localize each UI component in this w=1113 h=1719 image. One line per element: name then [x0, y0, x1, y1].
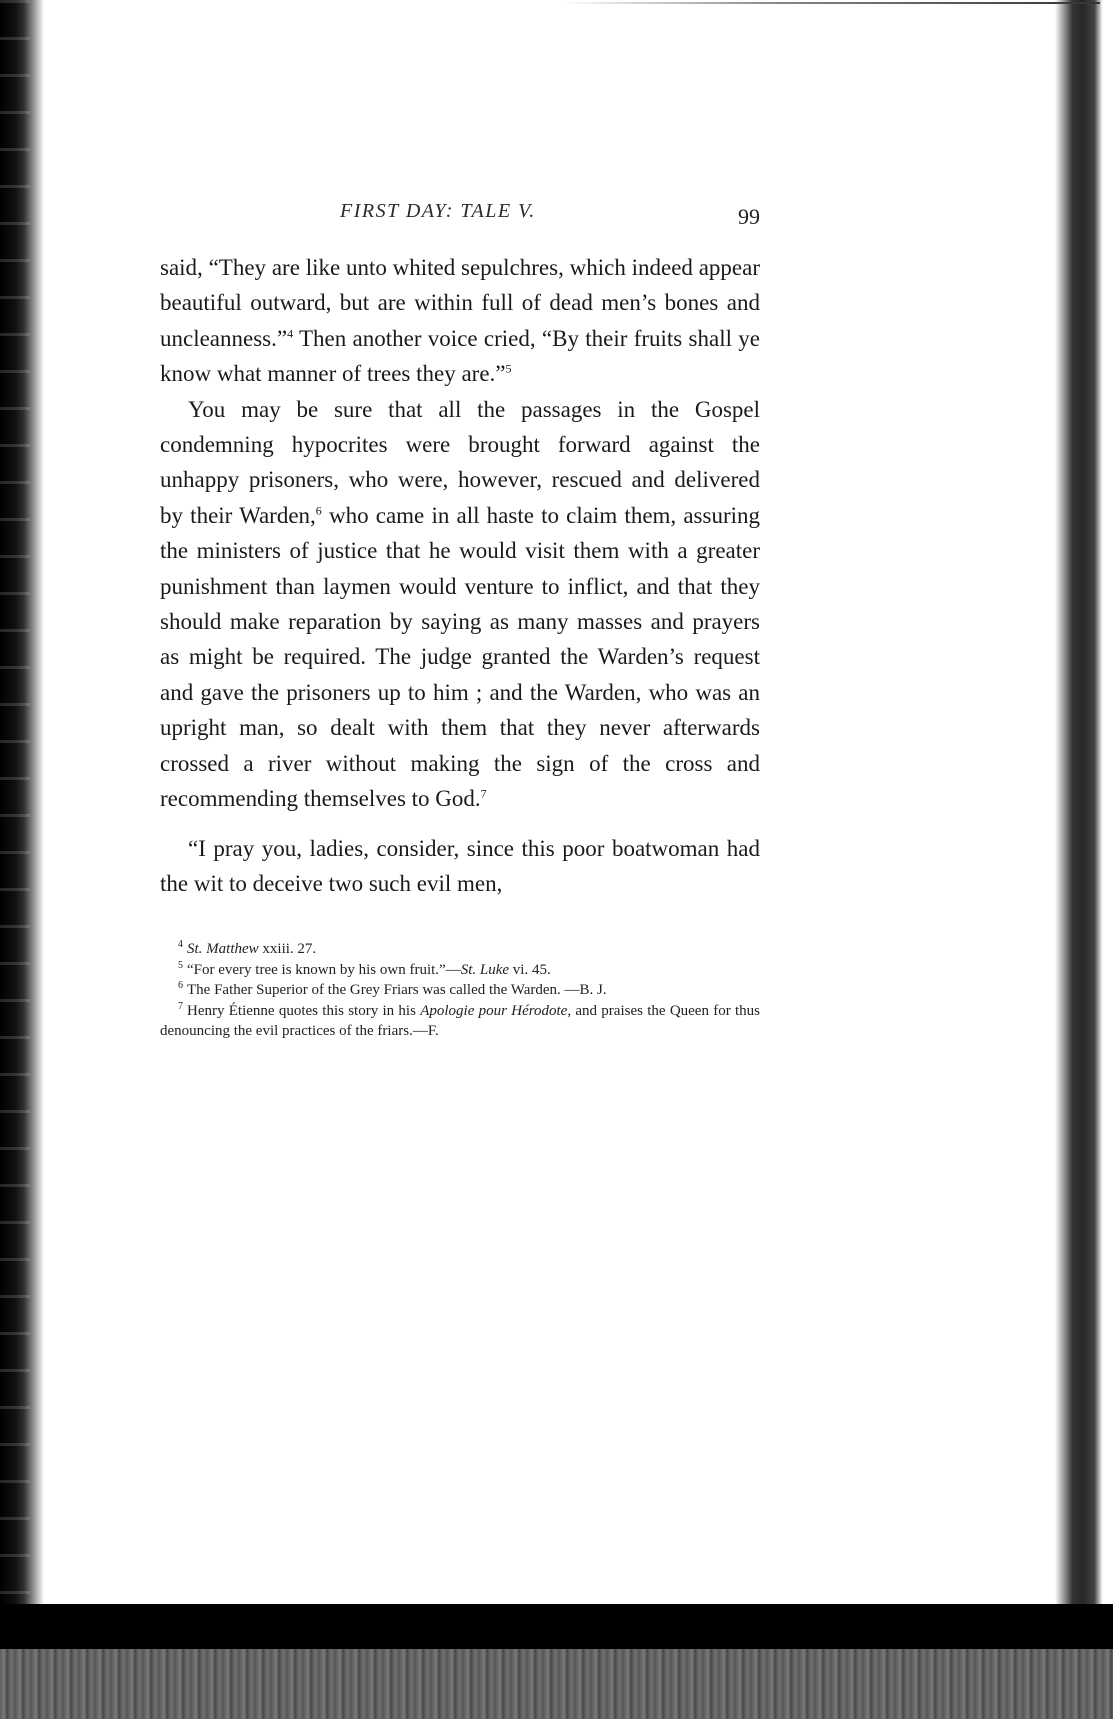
scan-bottom-texture [0, 1649, 1113, 1719]
page-header [160, 200, 760, 250]
book-page [160, 200, 760, 1042]
scan-right-edge [1055, 0, 1113, 1620]
footnote-text-2: vi. 45. [509, 961, 551, 978]
paragraph-1-text: said, “They are like unto whited sepulchres, which indeed appear beautiful outward, but are within full of dead men’s bones and uncleanness.” [160, 255, 760, 351]
footnote-text: The Father Superior of the Grey Friars was called the Warden. —B. J. [187, 982, 607, 999]
body-text [160, 250, 760, 901]
paragraph-2-text-2: who came in all haste to claim them, assuring the ministers of justice that he would visit them with a greater punishment than laymen would venture to inflict, and that they should make reparation by saying as many masses and prayers as might be required. The judge granted the Warden’s request and gave the prisoners up to him ; and the Warden, who was an upright man, so dealt with them that they never afterwards crossed a river without making the sign of the cross and recommending themselves to God. [160, 502, 761, 812]
footnote-text: Henry Étienne quotes this story in his [187, 1002, 421, 1019]
running-head: FIRST DAY: TALE V. [340, 200, 536, 222]
footnote-4 [160, 939, 760, 960]
footnote-text-2: and praises the Queen for thus denouncing the evil practices of the friars.—F. [160, 1002, 760, 1040]
footnote-italic: St. Luke [460, 961, 510, 978]
footnote-ref-7: 7 [480, 786, 487, 801]
footnote-number: 6 [178, 980, 183, 992]
footnote-6 [160, 980, 760, 1001]
paragraph-2 [160, 392, 760, 817]
footnote-italic: Apologie pour Hérodote, [420, 1002, 572, 1019]
footnote-ref-5: 5 [505, 361, 512, 376]
footnotes [160, 939, 760, 1042]
footnote-number: 5 [178, 959, 183, 971]
footnote-ref-6: 6 [315, 503, 322, 518]
footnote-number: 4 [178, 939, 183, 951]
page-number: 99 [738, 204, 760, 229]
paragraph-1-text-2: Then another voice cried, “By their fruits shall ye know what manner of trees they are.” [160, 325, 760, 387]
paragraph-3-text: “I pray you, ladies, consider, since this poor boatwoman had the wit to deceive two such evil men, [160, 835, 760, 896]
scan-top-edge [560, 2, 1100, 4]
paragraph-1 [160, 250, 760, 392]
footnote-7 [160, 1001, 760, 1042]
footnote-text: xxiii. 27. [258, 941, 317, 958]
paragraph-2-text: You may be sure that all the passages in the Gospel condemning hypocrites were brought forward against the unhappy prisoners, who were, however, rescued and delivered by their Warden, [160, 396, 760, 528]
footnote-ref-4: 4 [287, 326, 294, 341]
footnote-text: “For every tree is known by his own fruit.”— [187, 961, 461, 978]
footnote-italic: St. Matthew [187, 941, 259, 958]
scan-left-binding [0, 0, 30, 1620]
footnote-5 [160, 960, 760, 981]
footnote-number: 7 [178, 1000, 183, 1012]
paragraph-3 [160, 831, 760, 902]
